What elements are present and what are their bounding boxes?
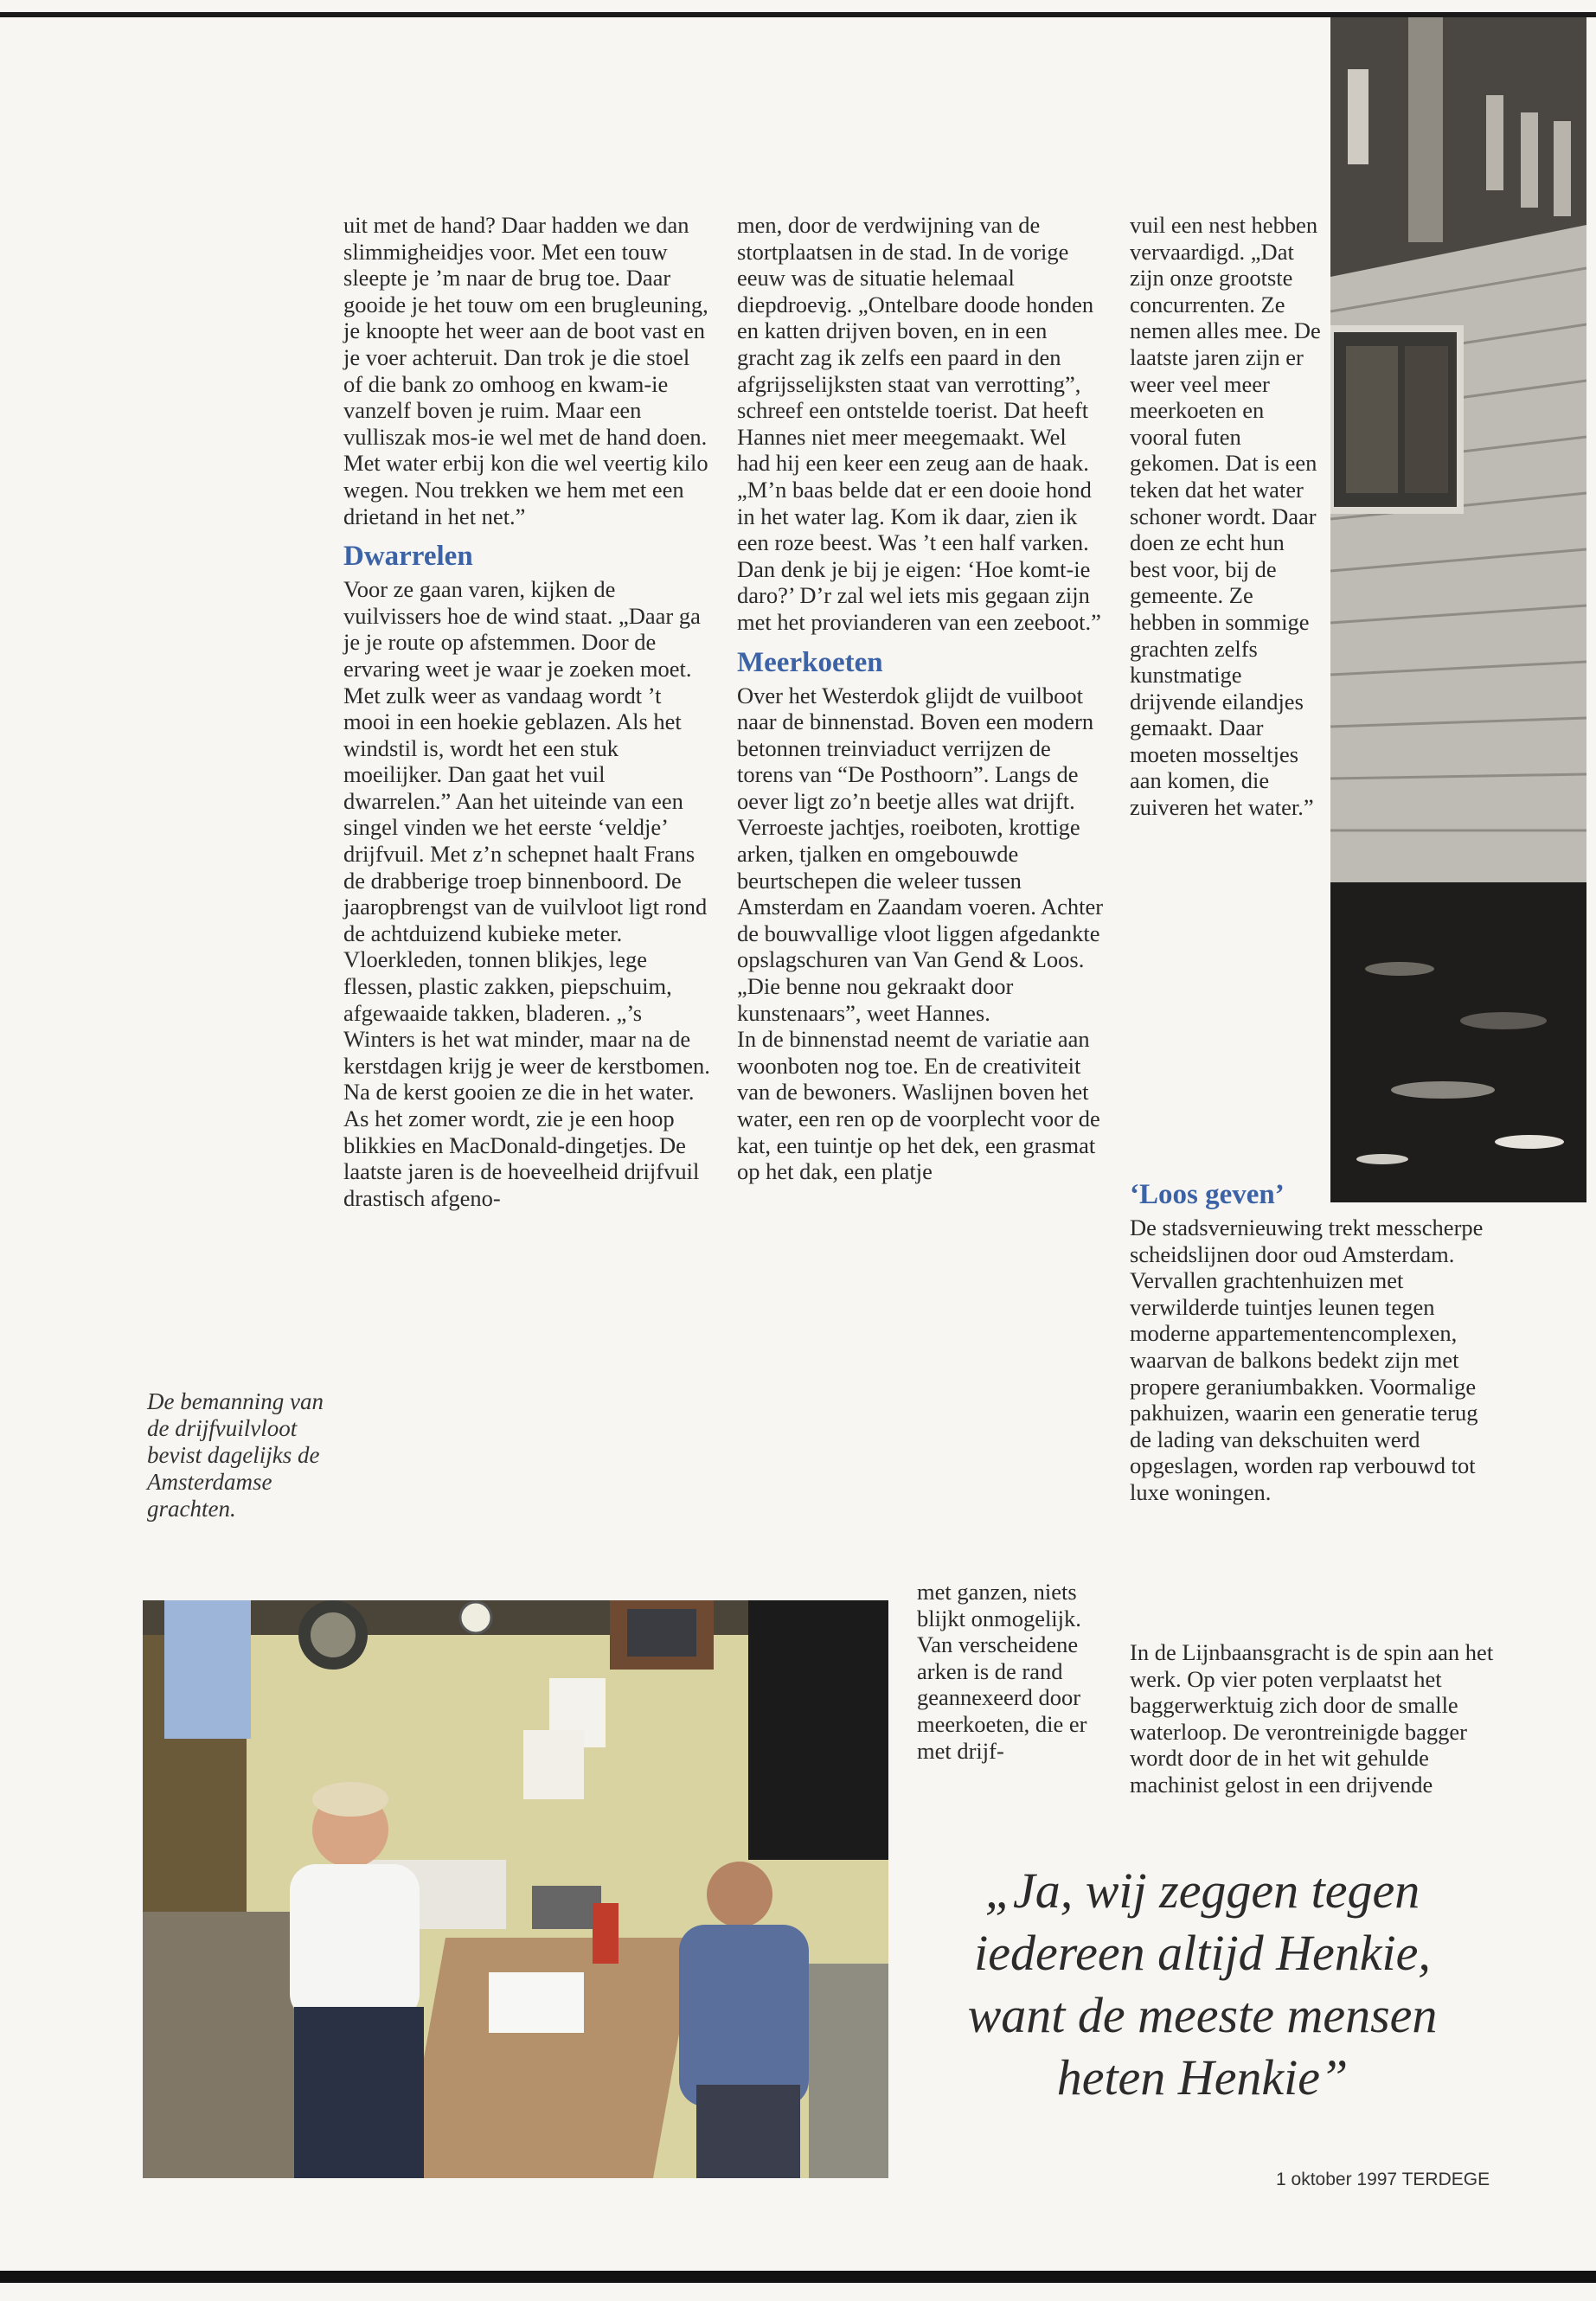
bottom-rule — [0, 2271, 1596, 2283]
article-paragraph: Over het Westerdok glijdt de vuilboot naar de binnenstad. Boven een modern betonnen treinviaduct verrijzen de torens van “De Posthoorn”. Langs de oever ligt zo’n beetje alles wat drijft. Verroeste jachtjes, roeiboten, krottige arken, tjalken en omgebouwde beurtschepen die weleer tussen Amsterdam en Zaandam voeren. Achter de bouwvallige vloot liggen afgedankte opslagschuren van Van Gend & Loos. „Die benne nou gekraakt door kunstenaars”, weet Hannes. — [737, 682, 1104, 1026]
article-paragraph: uit met de hand? Daar hadden we dan slimmigheidjes voor. Met een touw sleepte je ’m naar de brug toe. Daar gooide je het touw om een brugleuning, je knoopte het weer aan de boot vast en je voer achteruit. Dan trok je die stoel of die bank zo omhoog en kwam-ie vanzelf boven je ruim. Maar een vulliszak mos-ie wel met de hand doen. Met water erbij kon die wel veertig kilo wegen. Nou trekken we hem met een drietand in het net.” — [343, 212, 708, 529]
photo-caption: De bemanning van de drijfvuilvloot bevist dagelijks de Amsterdamse grachten. — [147, 1388, 324, 1522]
article-column-3-continued — [1130, 1168, 1502, 1506]
article-column-3 — [1130, 212, 1324, 821]
article-paragraph: De stadsvernieuwing trekt messcherpe scheidslijnen door oud Amsterdam. Vervallen grachtenhuizen met verwilderde tuintjes leunen tegen moderne appartementencomplexen, waarvan de balkons bedekt zijn met propere geraniumbakken. Voormalige pakhuizen, waarin een generatie terug de lading van dekschuiten werd opgeslagen, worden rap verbouwd tot luxe woningen. — [1130, 1215, 1484, 1505]
article-paragraph: men, door de verdwijning van de stortplaatsen in de stad. In de vorige eeuw was de situatie helemaal diepdroevig. „Ontelbare doode honden en katten drijven boven, en in een gracht zag ik zelfs een paard in den afgrijsselijksten staat van verrotting”, schreef een ontstelde toerist. Dat heeft Hannes niet meer meegemaakt. Wel had hij een keer een zeug aan de haak. „M’n baas belde dat er een dooie hond in het water lag. Kom ik daar, zien ik een roze beest. Was ’t een half varken. Dan denk je bij je eigen: ‘Hoe komt-ie daro?’ D’r zal wel iets mis gegaan zijn met het provianderen van een zeeboot.” — [737, 212, 1101, 635]
article-paragraph: Voor ze gaan varen, kijken de vuilvissers hoe de wind staat. „Daar ga je je route op afstemmen. Door de ervaring weet je waar je zoeken moet. Met zulk weer as vandaag wordt ’t mooi in een hoekie geblazen. Als het windstil is, wordt het een stuk moeilijker. Dan gaat het vuil dwarrelen.” Aan het uiteinde van een singel vinden we het eerste ‘veldje’ drijfvuil. Met z’n schepnet haalt Frans de drabberige troep binnenboord. De jaaropbrengst van de vuilvloot ligt rond de achtduizend kubieke meter. Vloerkleden, tonnen blikjes, lege flessen, plastic zakken, piepschuim, afgewaaide takken, bladeren. „’s Winters is het wat minder, maar na de kerstdagen krijg je weer de kerstbomen. Na de kerst gooien ze die in het water. As het zomer wordt, zie je een hoop blikkies en MacDonald-dingetjes. De laatste jaren is de hoeveelheid drijfvuil drastisch afgeno- — [343, 576, 710, 1211]
article-paragraph: vuil een nest hebben vervaardigd. „Dat zijn onze grootste concurrenten. Ze nemen alles mee. De laatste jaren zijn er weer veel meer meerkoeten en vooral futen gekomen. Dat is een teken dat het water schoner wordt. Daar doen ze echt hun best voor, bij de gemeente. Ze hebben in sommige grachten zelfs kunstmatige drijvende eilandjes gemaakt. Daar moeten mosseltjes aan komen, die zuiveren het water.” — [1130, 212, 1321, 821]
canal-houseboat-photo — [1330, 17, 1586, 1202]
article-paragraph: In de Lijnbaansgracht is de spin aan het werk. Op vier poten verplaatst het baggerwerktuig zich door de smalle waterloop. De verontreinigde bagger wordt door de in het wit gehulde machinist gelost in een drijvende — [1130, 1639, 1494, 1798]
article-column-3-end — [1130, 1639, 1502, 1798]
page-folio: 1 oktober 1997 TERDEGE — [1276, 2170, 1490, 2189]
section-heading-dwarrelen: Dwarrelen — [343, 541, 473, 573]
article-column-2-continued — [917, 1579, 1103, 1764]
article-column-2 — [737, 212, 1105, 1185]
section-heading-meerkoeten: Meerkoeten — [737, 646, 883, 678]
section-heading-loos-geven: ‘Loos geven’ — [1130, 1179, 1285, 1210]
article-column-1 — [343, 212, 710, 1211]
pull-quote: „Ja, wij zeggen tegen iedereen altijd Henkie, want de meeste mensen heten Henkie” — [967, 1862, 1438, 2106]
article-paragraph: met ganzen, niets blijkt onmogelijk. Van verscheidene arken is de rand geannexeerd door meerkoeten, die er met drijf- — [917, 1579, 1087, 1764]
cabin-crew-photo — [143, 1600, 888, 2178]
article-paragraph: In de binnenstad neemt de variatie aan woonboten nog toe. En de creativiteit van de bewoners. Waslijnen boven het water, een ren op de voorplecht voor de kat, een tuintje op het dek, een grasmat op het dak, een platje — [737, 1026, 1100, 1185]
